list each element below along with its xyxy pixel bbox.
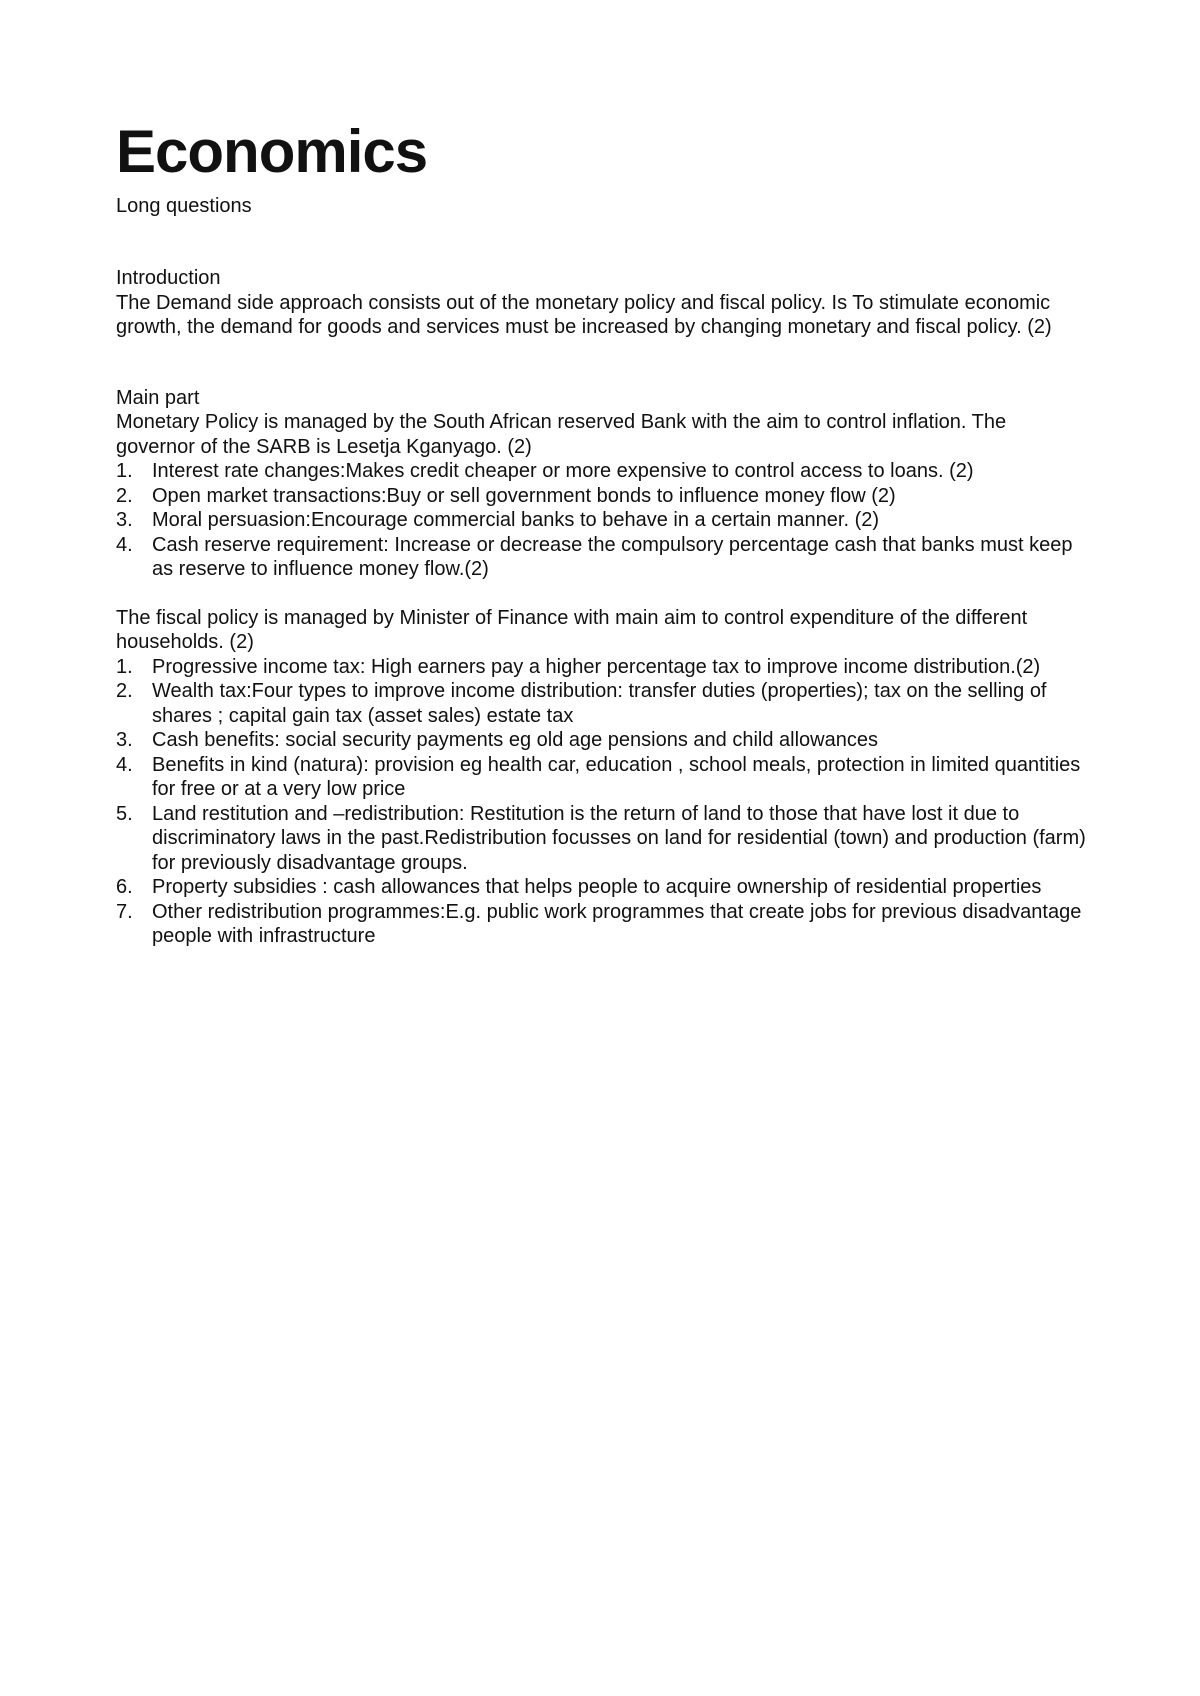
list-item-text: Open market transactions:Buy or sell government bonds to influence money flow (2) <box>152 484 896 507</box>
list-item <box>116 484 1086 509</box>
main-part-section <box>116 386 1086 949</box>
list-number: 3. <box>116 729 133 751</box>
list-number: 4. <box>116 533 133 556</box>
list-item <box>116 728 1086 753</box>
list-item-text: Wealth tax:Four types to improve income distribution: transfer duties (properties); tax on the selling of shares ; capital gain tax (asset sales) estate tax <box>152 680 1047 727</box>
list-item <box>116 802 1086 876</box>
fiscal-policy-list <box>116 655 1086 949</box>
list-number: 2. <box>116 680 133 702</box>
list-number: 1. <box>116 460 133 482</box>
list-number: 2. <box>116 484 133 507</box>
monetary-policy-list <box>116 459 1086 582</box>
list-item-text: Cash reserve requirement: Increase or decrease the compulsory percentage cash that banks must keep as reserve to influence money flow.(2) <box>152 533 1073 580</box>
introduction-section <box>116 266 1086 340</box>
list-item <box>116 753 1086 802</box>
introduction-heading: Introduction <box>116 267 221 289</box>
fiscal-policy-text: The fiscal policy is managed by Minister of Finance with main aim to control expenditure of the different households. (2) <box>116 606 1028 653</box>
list-item-text: Interest rate changes:Makes credit cheaper or more expensive to control access to loans. (2) <box>152 460 974 482</box>
monetary-policy-text: Monetary Policy is managed by the South African reserved Bank with the aim to control inflation. The governor of the SARB is Lesetja Kganyago. (2) <box>116 411 1007 458</box>
list-number: 4. <box>116 753 133 776</box>
list-number: 6. <box>116 876 133 898</box>
list-item-text: Benefits in kind (natura): provision eg health car, education , school meals, protection in limited quantities for free or at a very low price <box>152 753 1081 800</box>
list-item-text: Other redistribution programmes:E.g. public work programmes that create jobs for previous disadvantage people with infrastructure <box>152 900 1082 947</box>
list-item <box>116 900 1086 949</box>
list-item <box>116 459 1086 484</box>
list-item <box>116 533 1086 582</box>
list-number: 1. <box>116 655 133 678</box>
list-item <box>116 655 1086 680</box>
list-item <box>116 875 1086 900</box>
main-part-heading: Main part <box>116 386 200 409</box>
list-number: 7. <box>116 900 133 923</box>
list-item-text: Moral persuasion:Encourage commercial banks to behave in a certain manner. (2) <box>152 509 880 531</box>
document-subtitle: Long questions <box>116 195 252 217</box>
document-title: Economics <box>116 118 428 185</box>
list-item-text: Cash benefits: social security payments eg old age pensions and child allowances <box>152 729 878 751</box>
list-item-text: Progressive income tax: High earners pay a higher percentage tax to improve income distribution.(2) <box>152 655 1041 678</box>
list-item-text: Property subsidies : cash allowances that helps people to acquire ownership of residential properties <box>152 876 1042 898</box>
document-page <box>116 118 1086 949</box>
list-item <box>116 679 1086 728</box>
list-item-text: Land restitution and –redistribution: Restitution is the return of land to those that have lost it due to discriminatory laws in the past.Redistribution focusses on land for residential (town) and production (farm) for previously disadvantage groups. <box>152 802 1086 874</box>
list-number: 5. <box>116 802 133 825</box>
list-item <box>116 508 1086 533</box>
introduction-text: The Demand side approach consists out of the monetary policy and fiscal policy. Is To stimulate economic growth, the demand for goods and services must be increased by changing monetary and fiscal policy. (2) <box>116 291 1052 338</box>
list-number: 3. <box>116 509 133 531</box>
